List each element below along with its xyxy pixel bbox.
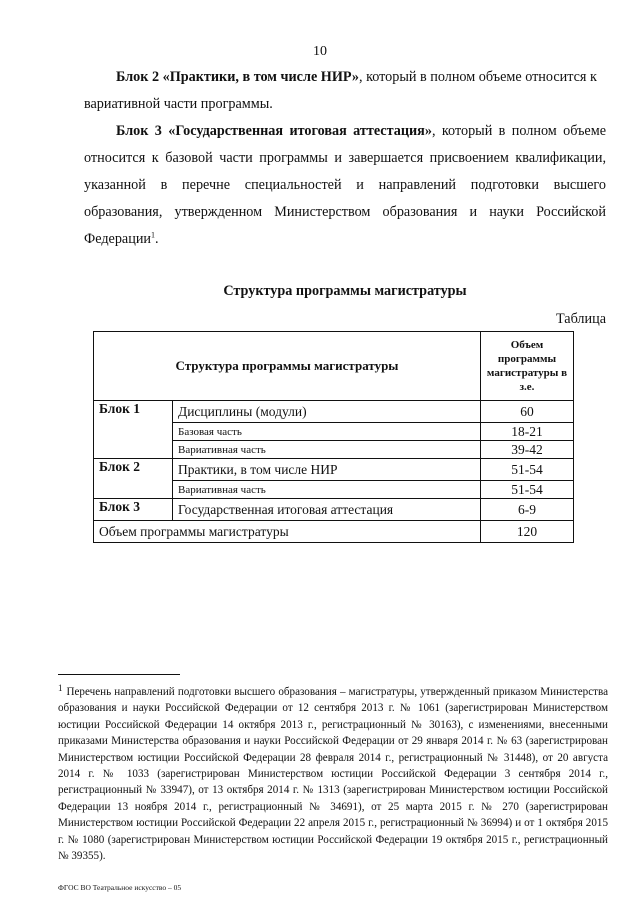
block3-title: Блок 3 «Государственная итоговая аттестация» (116, 123, 432, 139)
program-structure-table (93, 331, 574, 543)
block-cell: Блок 1 (94, 401, 173, 459)
block-cell: Блок 2 (94, 459, 173, 499)
table-row (94, 401, 574, 423)
value-cell: 60 (481, 401, 574, 423)
footnote (58, 684, 608, 864)
footnote-text: Перечень направлений подготовки высшего образования – магистратуры, утвержденный приказом Министерства образования и науки Российской Федерации от 12 сентября 2013 г. № 1061 (зарегистрирован Министерством юстиции Российской Федерации 14 октября 2013 г., регистрационный № 30163), с изменениями, внесенными приказами Министерства образования и науки Российской Федерации от 29 января 2014 г. № 63 (зарегистрирован Министерством юстиции Российской Федерации 28 февраля 2014 г., регистрационный № 31448), от 20 августа 2014 г. № 1033 (зарегистрирован Министерством юстиции Российской Федерации 3 сентября 2014 г., регистрационный № 33947), от 13 октября 2014 г. № 1313 (зарегистрирован Министерством юстиции Российской Федерации 13 ноября 2014 г., регистрационный № 34691), от 25 марта 2015 г. № 270 (зарегистрирован Министерством юстиции Российской Федерации 22 апреля 2015 г., регистрационный № 36994) и от 1 октября 2015 г. № 1080 (зарегистрирован Министерством юстиции Российской Федерации 19 октября 2015 г., регистрационный № 39355). (58, 686, 608, 863)
footnote-divider (58, 674, 180, 675)
block3-text: , который в полном объеме относится к базовой части программы и завершается присвоением квалификации, указанной в перечне специальностей и направлений подготовки высшего образования, утвержденном Министерством образования и науки Российской Федерации (84, 123, 606, 247)
paragraph-block2 (84, 64, 606, 118)
block-cell: Блок 3 (94, 499, 173, 521)
footnote-mark: 1 (58, 683, 63, 693)
footnote-reference[interactable]: 1 (151, 230, 156, 240)
block2-title: Блок 2 «Практики, в том числе НИР» (116, 69, 359, 85)
name-cell: Практики, в том числе НИР (173, 459, 481, 481)
name-cell: Вариативная часть (173, 481, 481, 499)
header-structure: Структура программы магистратуры (94, 332, 481, 401)
name-cell: Вариативная часть (173, 441, 481, 459)
table-row (94, 499, 574, 521)
name-cell: Дисциплины (модули) (173, 401, 481, 423)
block2-text: , который в полном объеме относится к вариативной части программы. (84, 69, 597, 112)
value-cell: 51-54 (481, 481, 574, 499)
paragraph-block3 (84, 118, 606, 253)
value-cell: 39-42 (481, 441, 574, 459)
page-number: 10 (313, 44, 327, 59)
block3-end: . (155, 231, 159, 247)
name-cell: Базовая часть (173, 423, 481, 441)
total-value: 120 (481, 521, 574, 543)
table-total-row (94, 521, 574, 543)
value-cell: 51-54 (481, 459, 574, 481)
table-row (94, 459, 574, 481)
name-cell: Государственная итоговая аттестация (173, 499, 481, 521)
page-footer: ФГОС ВО Театральное искусство – 05 (58, 883, 182, 892)
value-cell: 6-9 (481, 499, 574, 521)
table-header-row (94, 332, 574, 401)
total-label: Объем программы магистратуры (94, 521, 481, 543)
header-volume: Объем программы магистратуры в з.е. (481, 332, 574, 401)
table-title: Структура программы магистратуры (223, 283, 467, 299)
table-label: Таблица (555, 311, 606, 327)
value-cell: 18-21 (481, 423, 574, 441)
